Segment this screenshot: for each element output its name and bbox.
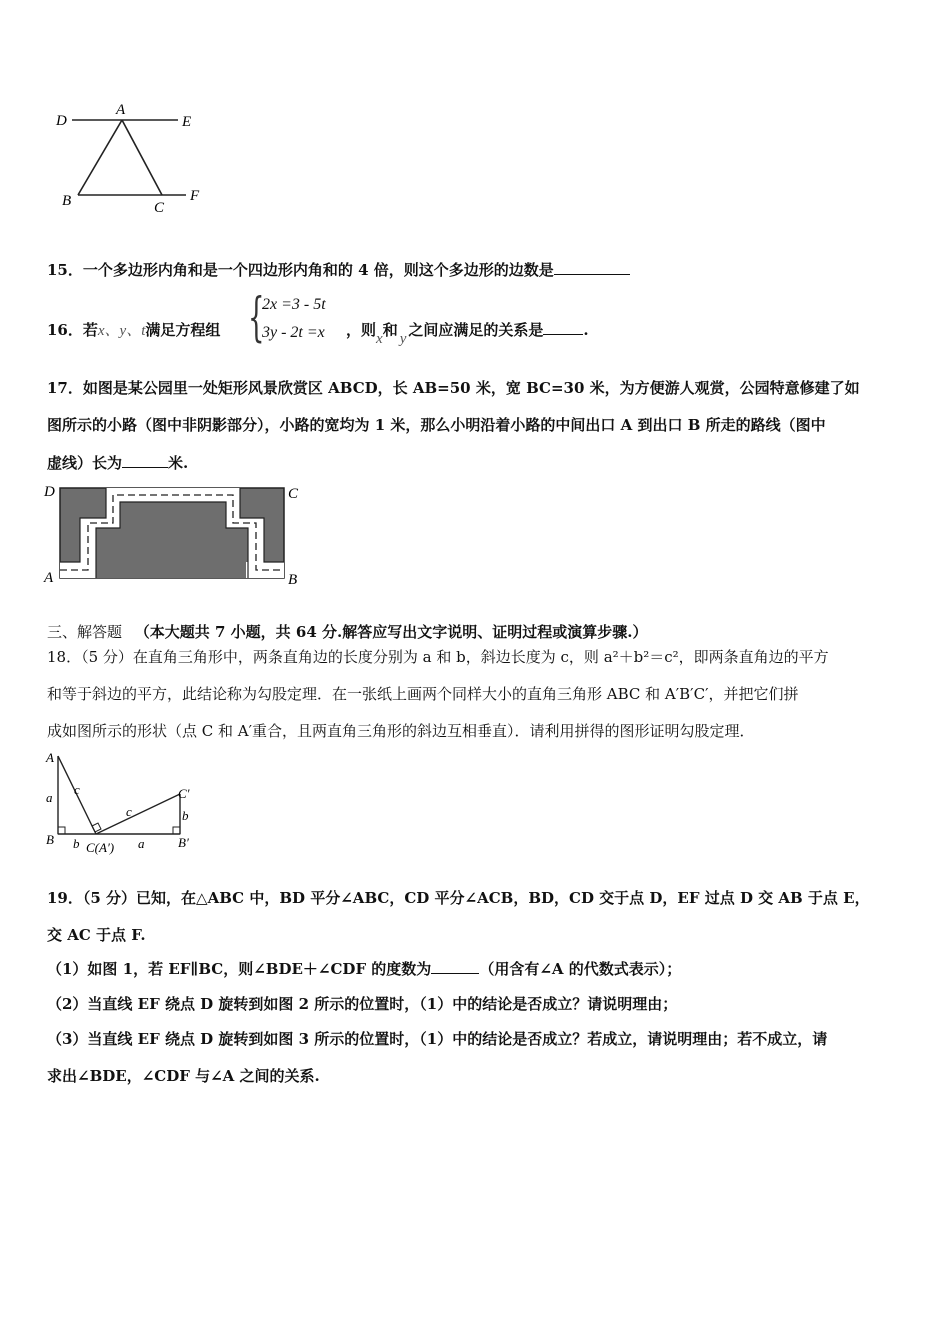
q18-line1: 18．（5 分）在直角三角形中，两条直角边的长度分别为 a 和 b，斜边长度为 c，则 a²＋b²＝c²，即两条直角边的平方 [47, 648, 829, 666]
q17-line3 [47, 453, 188, 473]
label-c-mid: c [126, 804, 132, 819]
label-a-side: a [46, 790, 53, 805]
hyp-ca [96, 794, 180, 834]
q18-line3: 成如图所示的形状（点 C 和 A′重合，且两直角三角形的斜边互相垂直）．请利用拼得的图形证明勾股定理． [47, 722, 755, 740]
q19-part3-line2: 求出∠BDE，∠CDF 与∠A 之间的关系. [47, 1067, 320, 1085]
label-b: B [62, 193, 72, 209]
label-b: B [288, 572, 298, 588]
q19-answer-blank [431, 959, 479, 974]
section-3-header [47, 622, 647, 642]
equation-2: 3y - 2t =x [262, 324, 325, 341]
label-c: C [154, 200, 165, 216]
label-e: E [182, 114, 192, 130]
q16-answer-blank [543, 320, 583, 335]
q17-line2: 图所示的小路（图中非阴影部分），小路的宽均为 1 米，那么小明沿着小路的中间出口 A 到出口 B 所走的路线（图中 [47, 416, 826, 434]
label-b-pt: B [46, 832, 54, 847]
label-b-right: b [182, 808, 189, 823]
q15-text: 15．一个多边形内角和是一个四边形内角和的 4 倍，则这个多边形的边数是 [47, 261, 554, 279]
q19-p1-a: （1）如图 1，若 EF∥BC，则∠BDE＋∠CDF 的度数为 [47, 960, 432, 978]
section-3-title: 三、解答题 [47, 623, 123, 641]
system-brace: { [248, 288, 265, 348]
side-ab [78, 120, 122, 195]
section-3-note: （本大题共 7 小题，共 64 分.解答应写出文字说明、证明过程或演算步骤.） [134, 623, 648, 641]
label-d: D [44, 484, 55, 500]
label-f: F [190, 188, 200, 204]
q17-line3-b: 米. [168, 454, 189, 472]
label-a: A [116, 102, 126, 118]
q19-part2: （2）当直线 EF 绕点 D 旋转到如图 2 所示的位置时，（1）中的结论是否成立？请说明理由； [47, 995, 678, 1013]
side-ac [122, 120, 162, 195]
q16-var-y: y [399, 331, 407, 347]
q19-line1: 19．（5 分）已知，在△ABC 中，BD 平分∠ABC，CD 平分∠ACB，BD，CD 交于点 D，EF 过点 D 交 AB 于点 E， [47, 889, 870, 907]
q16-suffix: 之间应满足的关系是 [408, 321, 544, 339]
q16-after-sys: ，则 [346, 321, 377, 339]
label-ca: C(A′) [86, 840, 115, 855]
q19-part1 [47, 959, 681, 979]
label-c: C [288, 486, 299, 502]
q17-line1: 17．如图是某公园里一处矩形风景欣赏区 ABCD，长 AB=50 米，宽 BC=30 米，为方便游人观赏，公园特意修建了如 [47, 379, 860, 397]
q16-end: . [583, 321, 589, 339]
question-15 [47, 260, 630, 280]
q19-line2: 交 AC 于点 F. [47, 926, 146, 944]
question-16 [47, 320, 220, 341]
q16-mid: 满足方程组 [145, 321, 221, 339]
equation-system [248, 288, 348, 350]
q16-var-x: x [376, 331, 383, 347]
park-path-figure [42, 480, 312, 590]
label-c-left: c [74, 782, 80, 797]
label-a-bottom: a [138, 836, 145, 851]
label-d: D [56, 113, 67, 129]
q16-vars: x、y、t [97, 323, 146, 339]
triangle-parallel-figure [50, 98, 220, 218]
q17-answer-blank [122, 453, 168, 468]
question-16-cont [346, 320, 589, 347]
label-bp: B′ [178, 835, 189, 850]
q18-line2: 和等于斜边的平方，此结论称为勾股定理．在一张纸上画两个同样大小的直角三角形 ABC 和 A′B′C′，并把它们拼 [47, 685, 799, 703]
q19-part3-line1: （3）当直线 EF 绕点 D 旋转到如图 3 所示的位置时，（1）中的结论是否成立？若成立，请说明理由；若不成立，请 [47, 1030, 828, 1048]
q15-answer-blank [554, 260, 630, 275]
label-cp: C′ [178, 786, 190, 801]
label-b-bottom: b [73, 836, 80, 851]
q17-line3-a: 虚线）长为 [47, 454, 123, 472]
right-angle-b [58, 827, 65, 834]
right-angle-bp [173, 827, 180, 834]
label-a: A [44, 570, 54, 586]
q19-p1-b: （用含有∠A 的代数式表示）； [479, 960, 682, 978]
label-a-pt: A [46, 750, 54, 765]
q16-prefix: 16．若 [47, 321, 98, 339]
equation-1: 2x =3 - 5t [262, 296, 326, 313]
q16-and: 和 [382, 321, 398, 339]
pythagoras-figure [40, 748, 210, 858]
